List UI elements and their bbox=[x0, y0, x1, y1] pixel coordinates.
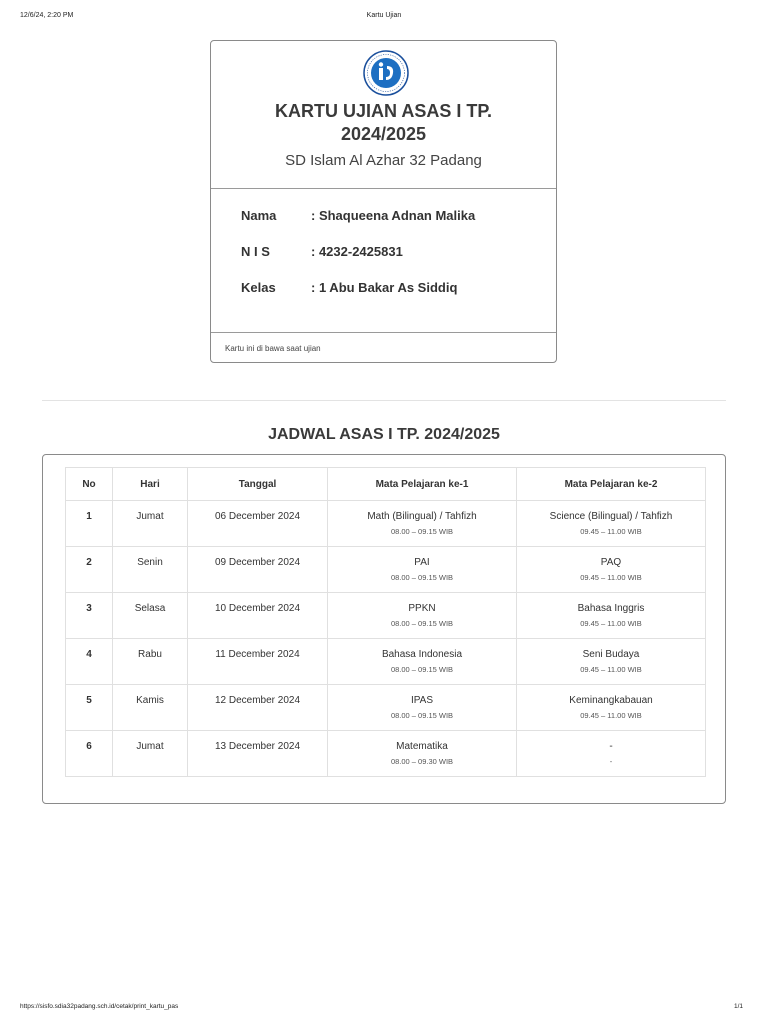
exam-card bbox=[210, 40, 557, 363]
mapel1-name: Matematika bbox=[396, 741, 448, 752]
mapel1-name: PAI bbox=[414, 557, 430, 568]
card-header bbox=[211, 41, 556, 189]
mapel1-time: 08.00 – 09.15 WIB bbox=[390, 573, 454, 582]
row-no: 1 bbox=[66, 501, 113, 547]
row-mapel2 bbox=[517, 501, 706, 547]
table-row bbox=[66, 547, 706, 593]
row-mapel2 bbox=[517, 731, 706, 777]
row-mapel2 bbox=[517, 685, 706, 731]
row-mapel1 bbox=[328, 547, 517, 593]
student-name-value: : Shaqueena Adnan Malika bbox=[311, 208, 476, 223]
row-no: 2 bbox=[66, 547, 113, 593]
row-hari: Jumat bbox=[113, 731, 188, 777]
mapel2-name: Keminangkabauan bbox=[569, 695, 653, 706]
card-note: Kartu ini di bawa saat ujian bbox=[225, 344, 321, 353]
student-nis-value: : 4232-2425831 bbox=[311, 244, 403, 259]
card-title-line1: KARTU UJIAN ASAS I TP. bbox=[274, 101, 493, 121]
row-tanggal: 06 December 2024 bbox=[188, 501, 328, 547]
row-no: 3 bbox=[66, 593, 113, 639]
table-row bbox=[66, 639, 706, 685]
row-hari: Selasa bbox=[113, 593, 188, 639]
row-tanggal: 09 December 2024 bbox=[188, 547, 328, 593]
student-class-row bbox=[241, 280, 457, 295]
row-hari: Jumat bbox=[113, 501, 188, 547]
mapel2-name: - bbox=[609, 741, 613, 752]
card-title bbox=[211, 100, 556, 146]
row-hari: Rabu bbox=[113, 639, 188, 685]
row-mapel1 bbox=[328, 731, 517, 777]
mapel2-time: 09.45 – 11.00 WIB bbox=[580, 711, 642, 720]
row-tanggal: 13 December 2024 bbox=[188, 731, 328, 777]
student-name-label: Nama bbox=[241, 208, 277, 223]
card-title-line2: 2024/2025 bbox=[340, 124, 427, 144]
row-no: 4 bbox=[66, 639, 113, 685]
mapel1-name: PPKN bbox=[408, 603, 436, 614]
table-row bbox=[66, 731, 706, 777]
header-tanggal: Tanggal bbox=[188, 468, 328, 501]
mapel1-name: Math (Bilingual) / Tahfizh bbox=[367, 511, 477, 522]
mapel2-name: Bahasa Inggris bbox=[577, 603, 645, 614]
mapel2-name: PAQ bbox=[600, 557, 622, 568]
card-footer bbox=[211, 332, 556, 364]
row-mapel1 bbox=[328, 593, 517, 639]
mapel1-time: 08.00 – 09.15 WIB bbox=[390, 711, 454, 720]
header-no: No bbox=[66, 468, 113, 501]
mapel1-name: IPAS bbox=[410, 695, 434, 706]
schedule-box bbox=[42, 454, 726, 804]
mapel1-time: 08.00 – 09.15 WIB bbox=[390, 665, 454, 674]
row-hari: Kamis bbox=[113, 685, 188, 731]
schedule-title: JADWAL ASAS I TP. 2024/2025 bbox=[268, 426, 500, 443]
print-doc-title: Kartu Ujian bbox=[366, 12, 402, 19]
student-nis-row bbox=[241, 244, 403, 259]
row-mapel2 bbox=[517, 547, 706, 593]
schedule-table bbox=[65, 467, 706, 777]
print-url: https://sisfo.sdia32padang.sch.id/cetak/print_kartu_pas bbox=[20, 1003, 179, 1010]
table-row bbox=[66, 685, 706, 731]
row-no: 6 bbox=[66, 731, 113, 777]
table-row bbox=[66, 501, 706, 547]
row-mapel1 bbox=[328, 639, 517, 685]
mapel2-name: Seni Budaya bbox=[582, 649, 640, 660]
mapel1-name: Bahasa Indonesia bbox=[381, 649, 463, 660]
student-class-value: : 1 Abu Bakar As Siddiq bbox=[311, 280, 458, 295]
student-class-label: Kelas bbox=[241, 280, 276, 295]
mapel2-time: 09.45 – 11.00 WIB bbox=[580, 573, 642, 582]
mapel1-time: 08.00 – 09.30 WIB bbox=[390, 757, 454, 766]
section-divider bbox=[42, 400, 726, 401]
row-mapel2 bbox=[517, 593, 706, 639]
mapel2-time: - bbox=[609, 757, 613, 766]
row-no: 5 bbox=[66, 685, 113, 731]
mapel2-time: 09.45 – 11.00 WIB bbox=[580, 619, 642, 628]
mapel2-time: 09.45 – 11.00 WIB bbox=[580, 665, 642, 674]
row-mapel2 bbox=[517, 639, 706, 685]
mapel2-time: 09.45 – 11.00 WIB bbox=[580, 527, 642, 536]
table-row bbox=[66, 593, 706, 639]
schedule-header-row bbox=[66, 468, 706, 501]
row-tanggal: 11 December 2024 bbox=[188, 639, 328, 685]
mapel1-time: 08.00 – 09.15 WIB bbox=[390, 619, 454, 628]
student-nis-label: N I S bbox=[241, 244, 270, 259]
row-tanggal: 12 December 2024 bbox=[188, 685, 328, 731]
print-page-number: 1/1 bbox=[734, 1003, 744, 1010]
row-hari: Senin bbox=[113, 547, 188, 593]
header-mapel1: Mata Pelajaran ke-1 bbox=[328, 468, 517, 501]
row-tanggal: 10 December 2024 bbox=[188, 593, 328, 639]
mapel1-time: 08.00 – 09.15 WIB bbox=[390, 527, 454, 536]
mapel2-name: Science (Bilingual) / Tahfizh bbox=[549, 511, 673, 522]
header-hari: Hari bbox=[113, 468, 188, 501]
row-mapel1 bbox=[328, 685, 517, 731]
school-name: SD Islam Al Azhar 32 Padang bbox=[285, 152, 482, 169]
school-emblem-icon bbox=[363, 50, 409, 96]
print-datetime: 12/6/24, 2:20 PM bbox=[20, 12, 74, 19]
header-mapel2: Mata Pelajaran ke-2 bbox=[517, 468, 706, 501]
student-name-row bbox=[241, 208, 475, 223]
row-mapel1 bbox=[328, 501, 517, 547]
